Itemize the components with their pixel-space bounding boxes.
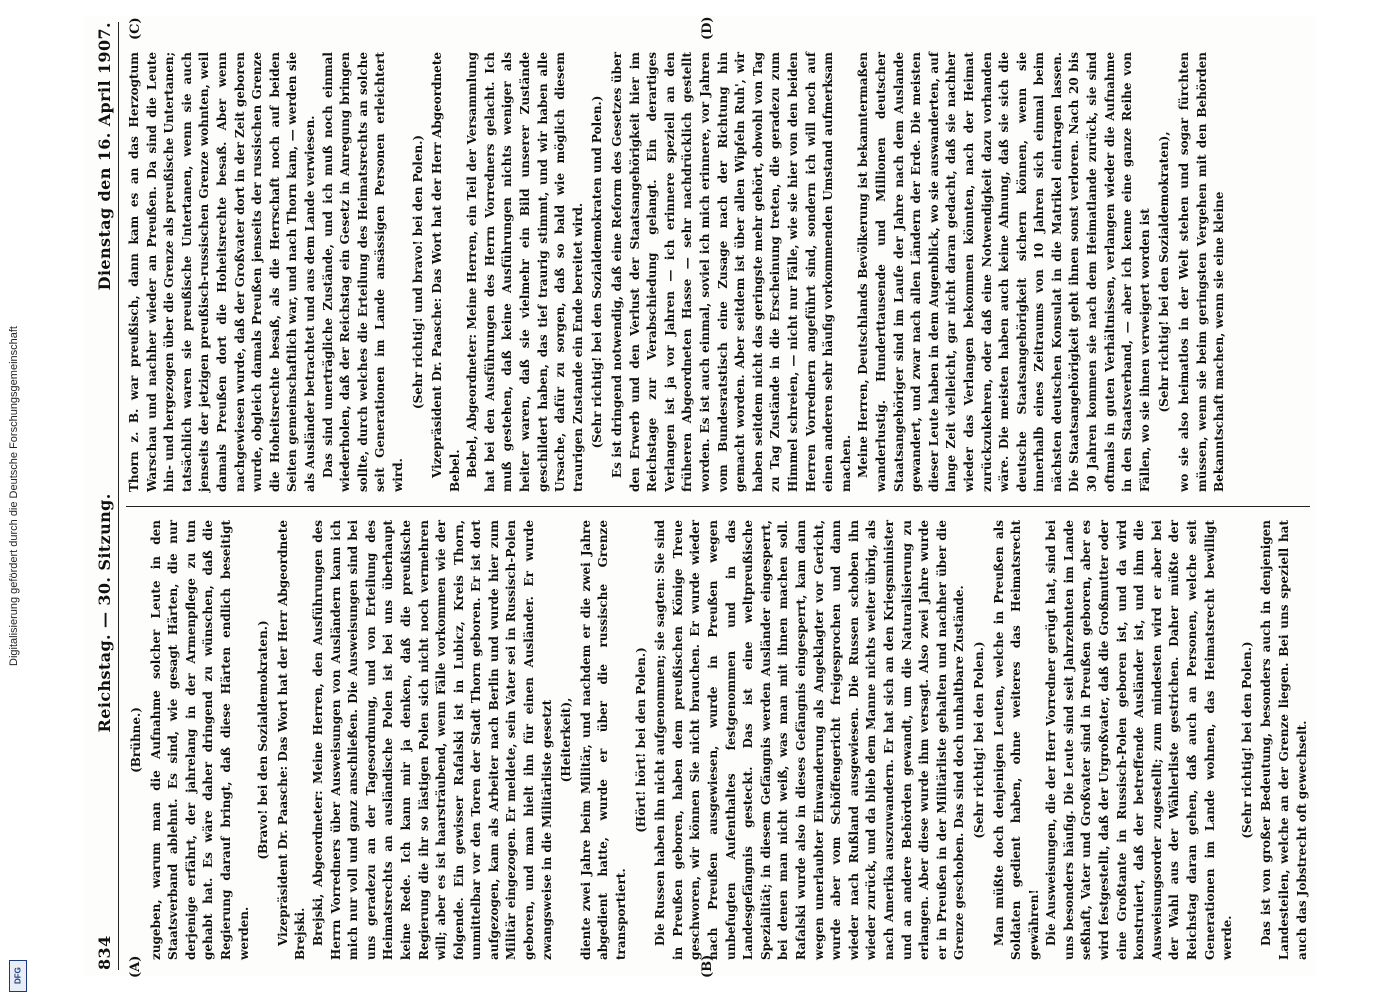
- reaction: (Bravo! bei den Sozialdemokraten.): [256, 620, 271, 860]
- reaction: (Heiterkeit),: [559, 697, 574, 783]
- paragraph: Brejski, Abgeordneter: Meine Herren, den Ausführungen des Herrn Vorredners über Ausweisungen von Ausländern kann ich mich nur voll und ganz anschließen. Die Ausweisungen sind bei uns geradezu an der Tagesordnung, und von Erteilung des Heimatsrechts an ausländische Polen ist bei uns überhaupt keine Rede. Ich kann mir ja denken, daß die preußische Regierung die ihr so lästigen Polen sich nicht noch vermehren will; aber es ist haarsträubend, wenn Fälle vorkommen wie der folgende. Ein gewisser Rafalski ist in Lubicz, Kreis Thorn, unmittelbar vor den Toren der Stadt Thorn geboren. Er ist dort aufgezogen, kam als Arbeiter nach Berlin und wurde hier zum Militär eingezogen. Er meldete, sein Vater sei in Russisch-Polen geboren, und man hielt ihn für einen Ausländer. Er wurde zwangsweise in die Militärliste gesetzt: [310, 520, 554, 960]
- reaction: (Sehr richtig! bei den Sozialdemokraten),: [1157, 131, 1172, 413]
- speaker-tag: (Brühne.): [129, 707, 143, 773]
- page: [84, 16, 1316, 976]
- scanned-page-rotated: [70, 0, 1320, 1000]
- paragraph: wo sie also heimatlos in der Welt stehen und sogar fürchten müssen, wenn sie beim geringsten Vergehen mit den Behörden Bekanntschaft machen, wenn sie eine kleine: [1177, 52, 1227, 492]
- paragraph: Die Ausweisungen, die der Herr Vorredner gerügt hat, sind bei uns besonders häufig. Die Leute sind seit Jahrzehnten im Lande seßhaft, Vater und Großvater sind in Preußen geboren, aber es wird festgestellt, daß der Urgroßvater, daß die Großmutter oder eine Großtante in Russisch-Polen geboren ist, und da wird konstruiert, daß der betreffende Ausländer ist, und ihm die Ausweisungsorder zugestellt; zum mindesten wird er aber bei der Wahl aus der Wählerliste gestrichen. Daher müßte der Reichstag daran gehen, daß auch an Personen, welche seit Generationen im Lande wohnen, das Heimatsrecht bewilligt werde.: [1044, 520, 1235, 960]
- paragraph: Das sind unerträgliche Zustände, und ich muß noch einmal wiederholen, daß der Reichstag ein Gesetz in Anregung bringen sollte, durch welches die Erteilung des Heimatsrechts an solche seit Generationen im Lande ansässigen Personen erleichtert wird.: [320, 52, 405, 492]
- paragraph: Vizepräsident Dr. Paasche: Das Wort hat der Herr Abgeordnete Bebel.: [430, 52, 462, 492]
- paragraph: diente zwei Jahre beim Militär, und nachdem er die zwei Jahre abgedient hatte, wurde er über die russische Grenze transportiert.: [578, 520, 629, 960]
- paragraph: zugeben, warum man die Aufnahme solcher Leute in den Staatsverband ablehnt. Es sind, wie gesagt Härten, die nur derjenige erfährt, der jahrelang in der Armenpflege zu tun gehabt hat. Es wäre daher dringend zu wünschen, daß die Regierung darauf bringt, daß diese Härten endlich beseitigt werden.: [148, 520, 251, 960]
- digitization-credit: Digitalisierung gefördert durch die Deutsche Forschungsgemeinschaft: [8, 326, 20, 666]
- margin-marker-a: (A): [128, 955, 143, 978]
- digitization-credit-strip: [4, 0, 30, 1000]
- paragraph: Es ist dringend notwendig, daß eine Reform des Gesetzes über den Erwerb und den Verlust der Staatsangehörigkeit hier im Reichstage zur Verabschiedung gelangt. Ein derartiges Verlangen ist ja vor Jahren — ich erinnere speziell an den früheren Abgeordneten Hasse — sehr nachdrücklich gestellt worden. Es ist auch einmal, soviel ich mich erinnere, vor Jahren vom Bundesratstisch eine Zusage nach der Richtung hin gemacht worden. Aber seitdem ist über allen Wipfeln Ruh', wir haben seitdem nicht das geringste mehr gehört, obwohl von Tag zu Tag Zustände in die Erscheinung treten, die geradezu zum Himmel schreien, — nicht nur Fälle, wie sie hier von den beiden Herren Vorrednern angeführt sind, sondern ich will noch auf einen anderen sehr häufig vorkommenden Umstand aufmerksam machen.: [610, 52, 853, 492]
- reaction: (Sehr richtig! bei den Sozialdemokraten und Polen.): [590, 95, 605, 449]
- margin-marker-b: (B): [700, 954, 715, 978]
- reaction: (Sehr richtig! bei den Polen.): [971, 641, 986, 839]
- paragraph: Thorn z. B. war preußisch, dann kam es an das Herzogtum Warschau und nachher wieder an Preußen. Da sind die Leute hin- und hergezogen über die Grenze als preußische Untertanen; tatsächlich waren sie preußische Untertanen, wenn sie auch jenseits der jetzigen preußisch-russischen Grenze wohnten, weil damals Preußen dort die Hoheitsrechte besaß. Aber wenn nachgewiesen wurde, daß der Großvater dort in der Zeit geboren wurde, obgleich damals Preußen jenseits der russischen Grenze die Hoheitsrechte besaß, als die Herrschaft noch auf beiden Seiten gemeinschaftlich war, und nach Thorn kam, — werden sie als Ausländer betrachtet und aus dem Lande verwiesen.: [127, 52, 317, 492]
- page-title: Reichstag. — 30. Sitzung.: [94, 493, 114, 733]
- paragraph: Vizepräsident Dr. Paasche: Das Wort hat der Herr Abgeordnete Brejski.: [275, 520, 308, 960]
- paragraph: Die Russen haben ihn nicht aufgenommen; sie sagten: Sie sind in Preußen geboren, haben dem preußischen Könige Treue geschworen, wir können Sie nicht brauchen. Er wurde wieder nach Preußen ausgewiesen, wurde in Preußen wegen unbefugten Aufenthaltes festgenommen und in das Landesgefängnis gesteckt. Das ist eine weltpreußische Spezialität; in diesem Gefängnis werden Ausländer eingesperrt, bei denen man nicht weiß, was man mit ihnen machen soll. Rafalski wurde also in dieses Gefängnis eingesperrt, kam dann wegen unerlaubter Einwanderung als Angeklagter vor Gericht, wurde aber vom Schöffengericht freigesprochen und dann wieder nach Rußland ausgewiesen. Die Russen schoben ihn wieder zurück, und da blieb dem Manne nichts weiter übrig, als nach Amerika auszuwandern. Er hat sich an den Kriegsminister und an andere Behörden gewandt, um die Naturalisierung zu erlangen. Aber diese wurde ihm versagt. Also zwei Jahre wurde er in Preußen in der Militärliste gehalten und nachher über die Grenze geschoben. Das sind doch unhaltbare Zustände.: [653, 520, 967, 960]
- reaction: (Sehr richtig! bei den Polen.): [1239, 641, 1254, 839]
- page-date: Dienstag den 16. April 1907.: [94, 22, 114, 291]
- right-column: [126, 52, 1229, 492]
- paragraph: Bebel, Abgeordneter: Meine Herren, ein Teil der Versammlung hat bei den Ausführungen des Herrn Vorredners gelacht. Ich muß gestehen, daß keine Ausführungen nichts weniger als heiter waren, daß sie vielmehr ein Bild unserer Zustände geschildert haben, das tief traurig stimmt, und wir haben alle Ursache, dafür zu sorgen, daß so bald wie möglich diesem traurigen Zustande ein Ende bereitet wird.: [465, 52, 585, 492]
- reaction: (Sehr richtig! und bravo! bei den Polen.): [410, 134, 425, 410]
- page-number: 834: [94, 935, 114, 970]
- paragraph: Meine Herren, Deutschlands Bevölkerung ist bekanntermaßen wanderlustig. Hunderttausende und Millionen deutscher Staatsangehöriger sind im Laufe der Jahre nach dem Auslande gewandert, und zwar nach allen Ländern der Erde. Die meisten dieser Leute haben in dem Augenblick, wo sie auswanderten, auf lange Zeit vielleicht, gar nicht daran gedacht, daß sie nachher wieder das Verlangen bekommen könnten, nach der Heimat zurückzukehren, oder daß eine Notwendigkeit dazu vorhanden wäre. Die meisten haben auch keine Ahnung, daß sie sich die deutsche Staatsangehörigkeit sichern können, wenn sie innerhalb eines Zeitraums von 10 Jahren sich einmal beim nächsten deutschen Konsulat in die Matrikel eintragen lassen. Die Staatsangehörigkeit geht ihnen sonst verloren. Nach 20 bis 30 Jahren kommen sie nach dem Heimatlande zurück, sie sind oftmals in guten Verhältnissen, verlangen wieder die Aufnahme in den Staatsverband, — aber ich kenne eine ganze Reihe von Fällen, wo sie ihnen verweigert worden ist: [856, 52, 1152, 492]
- margin-marker-d: (D): [700, 16, 715, 40]
- page-header: [90, 22, 119, 970]
- left-column: [126, 520, 1311, 960]
- paragraph: Man müßte doch denjenigen Leuten, welche in Preußen als Soldaten gedient haben, ohne weiteres das Heimatsrecht gewähren!: [991, 520, 1041, 960]
- paragraph: Das ist von großer Bedeutung, besonders auch in denjenigen Landesteilen, welche an der Grenze liegen. Bei uns speziell hat auch das Jobstrecht oft gewechselt.: [1259, 520, 1309, 960]
- column-divider: [126, 506, 1310, 507]
- reaction: (Hört! hört! bei den Polen.): [633, 647, 648, 833]
- dfg-logo: DFG: [9, 960, 27, 992]
- margin-marker-c: (C): [128, 17, 143, 40]
